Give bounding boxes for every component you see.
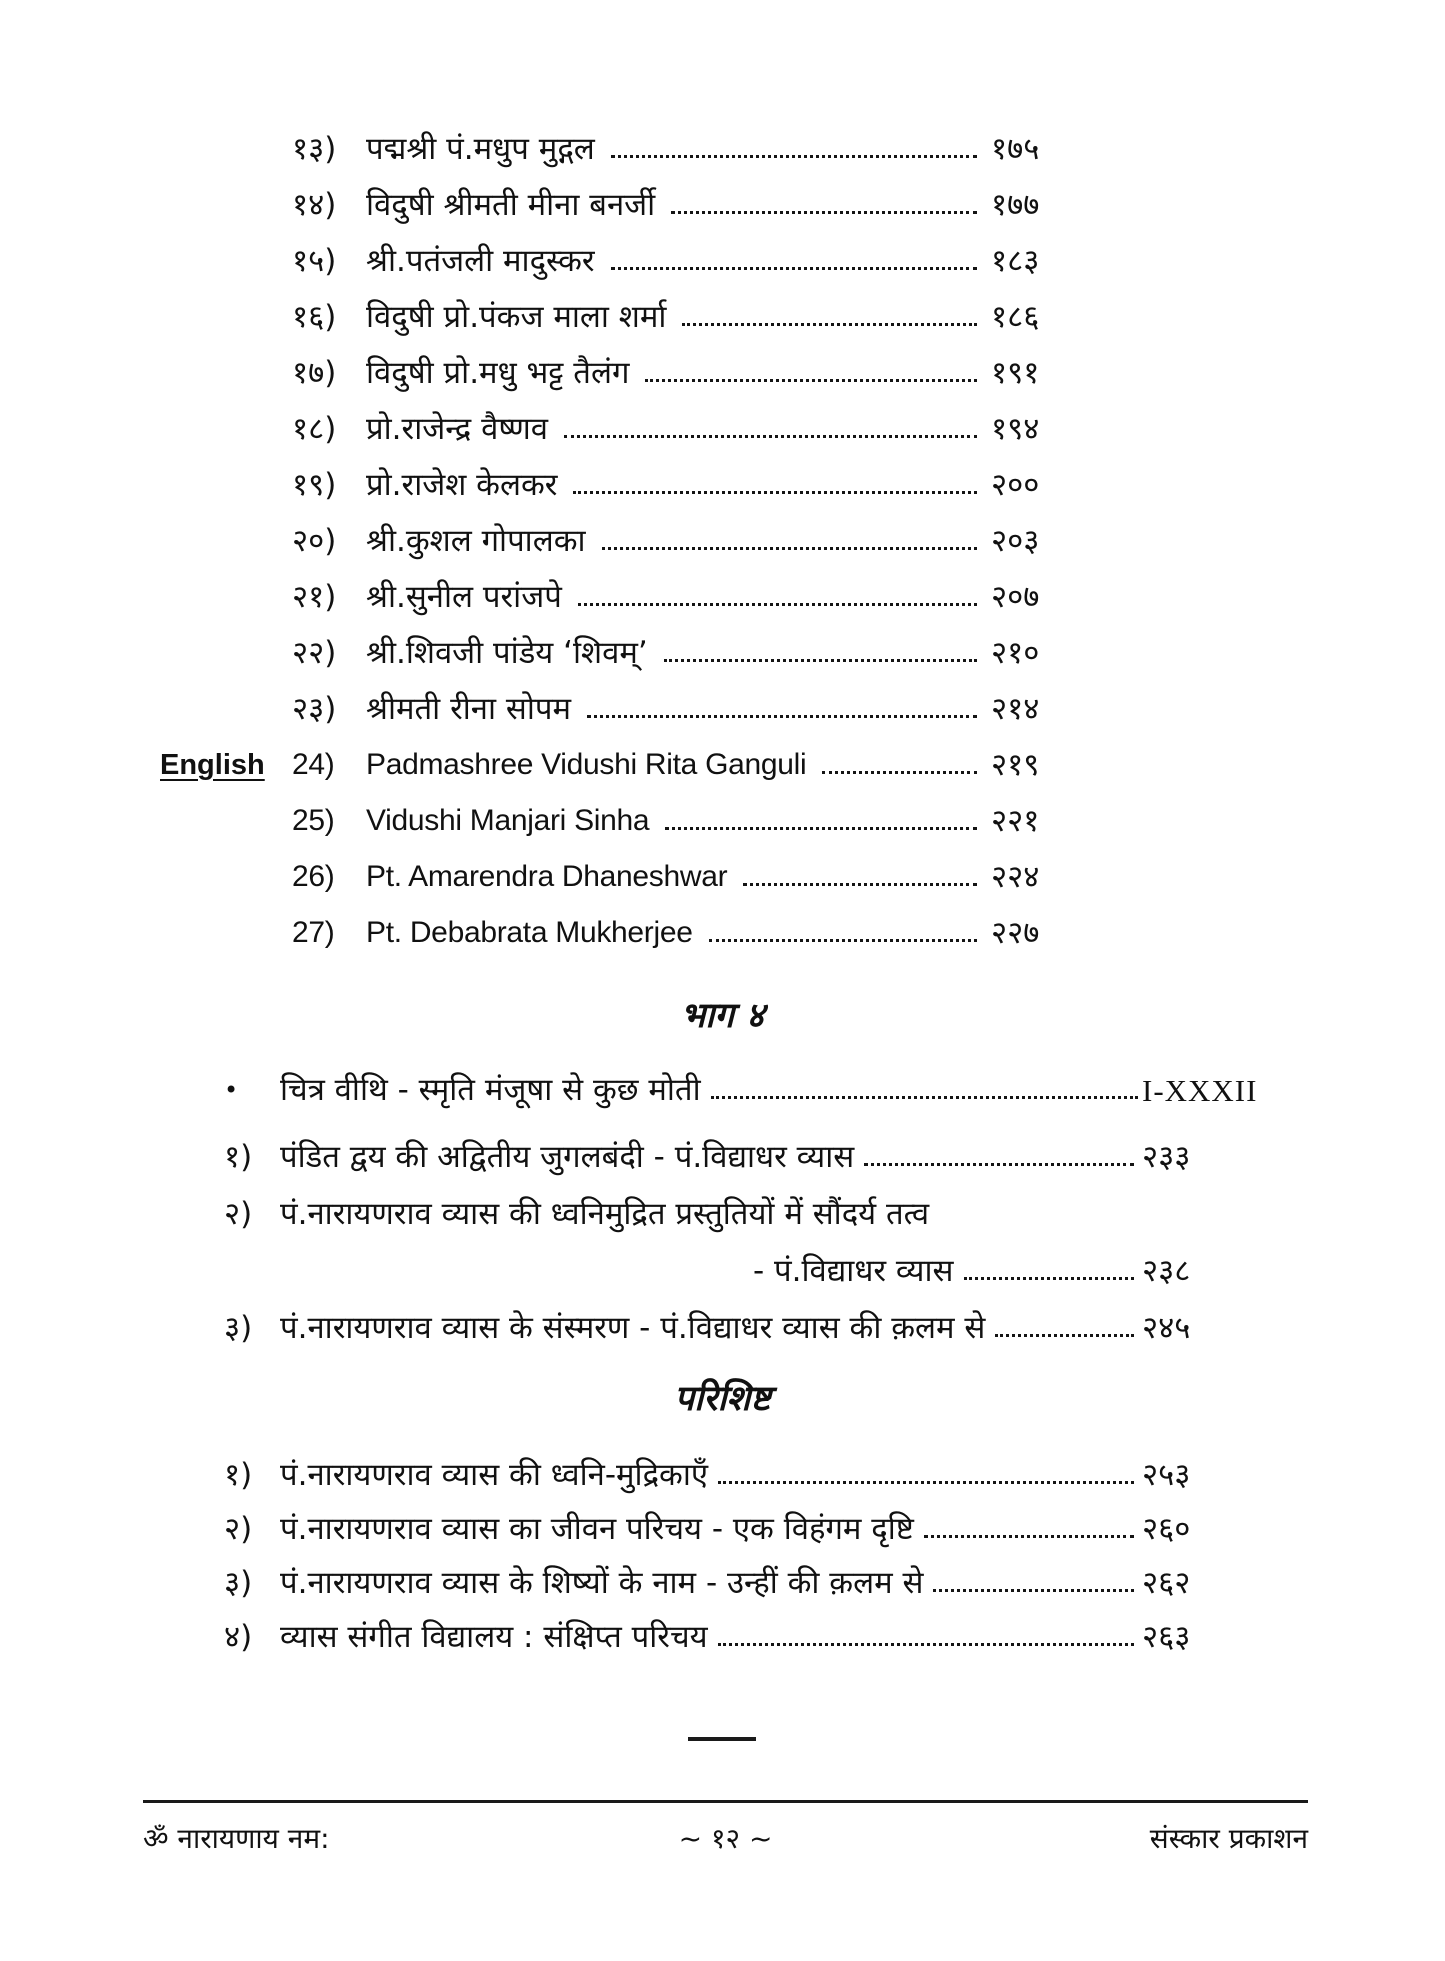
entry-page-number: २०० bbox=[991, 467, 1040, 504]
entry-number: • bbox=[224, 1076, 239, 1105]
entry-number: ३) bbox=[224, 1565, 253, 1602]
toc-row bbox=[160, 896, 1057, 952]
entry-title: व्यास संगीत विद्यालय : संक्षिप्त परिचय bbox=[280, 1619, 708, 1656]
dot-leader bbox=[664, 659, 977, 662]
toc-row bbox=[160, 560, 1057, 616]
entry-page-number: २५३ bbox=[1142, 1457, 1191, 1494]
part4-row bbox=[224, 1052, 1260, 1109]
entry-page-number: २६२ bbox=[1142, 1565, 1191, 1602]
entry-name: विदुषी प्रो.पंकज माला शर्मा bbox=[366, 299, 667, 336]
toc-row bbox=[160, 672, 1057, 728]
entry-name: प्रो.राजेन्द्र वैष्णव bbox=[366, 411, 548, 448]
entry-title: पं.नारायणराव व्यास के शिष्यों के नाम - उन्हीं की क़लम से bbox=[280, 1565, 924, 1602]
footer-publisher: संस्कार प्रकाशन bbox=[1149, 1822, 1308, 1855]
toc-row bbox=[160, 168, 1057, 224]
margin-language-label bbox=[160, 222, 292, 224]
entry-name: Padmashree Vidushi Rita Ganguli bbox=[366, 747, 807, 781]
toc-row bbox=[160, 784, 1057, 840]
page-footer bbox=[143, 1813, 1308, 1857]
dot-leader bbox=[718, 1643, 1134, 1646]
entry-name: विदुषी प्रो.मधु भट्ट तैलंग bbox=[366, 355, 630, 392]
entry-number: १८) bbox=[292, 411, 337, 448]
dot-leader bbox=[718, 1481, 1134, 1484]
entry-title: चित्र वीथि - स्मृति मंजूषा से कुछ मोती bbox=[280, 1072, 701, 1109]
entry-number: २) bbox=[224, 1196, 253, 1233]
appendix-list bbox=[224, 1440, 1260, 1656]
margin-language-label bbox=[160, 390, 292, 392]
footer-rule bbox=[143, 1800, 1308, 1803]
margin-language-label bbox=[160, 670, 292, 672]
entry-title: पं.नारायणराव व्यास का जीवन परिचय - एक विहंगम दृष्टि bbox=[280, 1511, 914, 1548]
entry-number: २०) bbox=[292, 523, 337, 560]
footer-invocation: ॐ नारायणाय नम: bbox=[143, 1822, 330, 1855]
entry-name: प्रो.राजेश केलकर bbox=[366, 467, 558, 504]
entry-page-number: १७७ bbox=[991, 187, 1040, 224]
margin-language-label bbox=[160, 166, 292, 168]
dot-leader bbox=[564, 435, 977, 438]
entry-name: Vidushi Manjari Sinha bbox=[366, 803, 650, 837]
dot-leader bbox=[709, 939, 977, 942]
entry-page-number: २३३ bbox=[1142, 1139, 1191, 1176]
margin-language-label bbox=[160, 502, 292, 504]
entry-name: श्री.शिवजी पांडेय ‘शिवम्’ bbox=[366, 635, 648, 672]
dot-leader bbox=[587, 715, 977, 718]
entry-name: श्री.कुशल गोपालका bbox=[366, 523, 586, 560]
entry-number: ४) bbox=[224, 1619, 253, 1656]
dot-leader bbox=[711, 1096, 1138, 1099]
entry-number: 27) bbox=[292, 915, 335, 949]
margin-language-label bbox=[160, 278, 292, 280]
toc-row bbox=[160, 448, 1057, 504]
appendix-row bbox=[224, 1548, 1260, 1602]
end-divider bbox=[688, 1737, 756, 1741]
part4-row bbox=[224, 1290, 1260, 1347]
toc-row bbox=[160, 280, 1057, 336]
dot-leader bbox=[611, 267, 977, 270]
entry-number: १) bbox=[224, 1457, 253, 1494]
part4-row bbox=[224, 1233, 1260, 1290]
entry-page-number: १८६ bbox=[991, 299, 1040, 336]
entry-page-number: २६३ bbox=[1142, 1619, 1191, 1656]
dot-leader bbox=[995, 1334, 1134, 1337]
appendix-row bbox=[224, 1440, 1260, 1494]
entry-page-number: २०७ bbox=[991, 579, 1040, 616]
entry-number: 24) bbox=[292, 747, 335, 781]
part4-row bbox=[224, 1119, 1260, 1176]
entry-number: १९) bbox=[292, 467, 337, 504]
entry-page-number: २१४ bbox=[991, 691, 1040, 728]
entry-page-number: २६० bbox=[1142, 1511, 1191, 1548]
dot-leader bbox=[665, 827, 977, 830]
dot-leader bbox=[864, 1163, 1134, 1166]
entry-number: 25) bbox=[292, 803, 335, 837]
entry-page-number: १९४ bbox=[991, 411, 1040, 448]
entry-name: श्री.पतंजली मादुस्कर bbox=[366, 243, 595, 280]
part4-row bbox=[224, 1176, 1260, 1233]
entry-title: - पं.विद्याधर व्यास bbox=[753, 1253, 954, 1290]
entry-page-number: २१० bbox=[991, 635, 1040, 672]
dot-leader bbox=[743, 883, 977, 886]
entry-number: २१) bbox=[292, 579, 337, 616]
entry-number: १६) bbox=[292, 299, 337, 336]
margin-language-label bbox=[160, 894, 292, 896]
entry-name: विदुषी श्रीमती मीना बनर्जी bbox=[366, 187, 656, 224]
margin-language-label bbox=[160, 614, 292, 616]
entry-page-number: २०३ bbox=[991, 523, 1040, 560]
dot-leader bbox=[682, 323, 977, 326]
entry-name: Pt. Amarendra Dhaneshwar bbox=[366, 859, 728, 893]
entry-title: पं.नारायणराव व्यास की ध्वनि-मुद्रिकाएँ bbox=[280, 1457, 709, 1494]
margin-language-label bbox=[160, 446, 292, 448]
part4-list bbox=[224, 1052, 1260, 1347]
toc-row bbox=[160, 728, 1057, 784]
dot-leader bbox=[933, 1589, 1134, 1592]
entry-page-number: १७५ bbox=[991, 131, 1040, 168]
appendix-row bbox=[224, 1602, 1260, 1656]
margin-language-label bbox=[160, 726, 292, 728]
dot-leader bbox=[602, 547, 977, 550]
entry-title: पं.नारायणराव व्यास की ध्वनिमुद्रित प्रस्तुतियों में सौंदर्य तत्व bbox=[280, 1196, 930, 1233]
toc-row bbox=[160, 840, 1057, 896]
entry-number: १) bbox=[224, 1139, 253, 1176]
entry-page-number: २१९ bbox=[991, 747, 1040, 784]
entry-name: श्री.सुनील परांजपे bbox=[366, 579, 562, 616]
entry-number: 26) bbox=[292, 859, 335, 893]
entry-title: पं.नारायणराव व्यास के संस्मरण - पं.विद्याधर व्यास की क़लम से bbox=[280, 1310, 986, 1347]
dot-leader bbox=[611, 155, 977, 158]
margin-language-label bbox=[160, 838, 292, 840]
footer-page-number: ~ १२ ~ bbox=[678, 1822, 773, 1855]
part4-heading: भाग ४ bbox=[680, 996, 765, 1036]
toc-list bbox=[160, 112, 1057, 952]
appendix-heading: परिशिष्ट bbox=[674, 1379, 771, 1419]
entry-page-number: १८३ bbox=[991, 243, 1040, 280]
entry-number: २२) bbox=[292, 635, 337, 672]
dot-leader bbox=[578, 603, 977, 606]
dot-leader bbox=[822, 771, 977, 774]
entry-page-number: २२७ bbox=[991, 915, 1040, 952]
entry-title: पंडित द्वय की अद्वितीय जुगलबंदी - पं.विद्याधर व्यास bbox=[280, 1139, 855, 1176]
margin-language-label bbox=[160, 558, 292, 560]
dot-leader bbox=[964, 1277, 1135, 1280]
toc-row bbox=[160, 224, 1057, 280]
entry-number: १४) bbox=[292, 187, 337, 224]
margin-language-label: English bbox=[160, 748, 265, 781]
toc-row bbox=[160, 392, 1057, 448]
entry-number: १७) bbox=[292, 355, 337, 392]
entry-page-number: २३८ bbox=[1142, 1253, 1191, 1290]
entry-page-number: I-XXXII bbox=[1142, 1073, 1258, 1109]
dot-leader bbox=[645, 379, 977, 382]
entry-page-number: १९१ bbox=[991, 355, 1040, 392]
entry-number: १३) bbox=[292, 131, 337, 168]
entry-number: २३) bbox=[292, 691, 337, 728]
entry-number: २) bbox=[224, 1511, 253, 1548]
entry-page-number: २२४ bbox=[991, 859, 1040, 896]
margin-language-label bbox=[160, 334, 292, 336]
toc-row bbox=[160, 336, 1057, 392]
entry-number: १५) bbox=[292, 243, 337, 280]
entry-number: ३) bbox=[224, 1310, 253, 1347]
entry-page-number: २४५ bbox=[1142, 1310, 1191, 1347]
entry-name: पद्मश्री पं.मधुप मुद्गल bbox=[366, 131, 595, 168]
entry-name: Pt. Debabrata Mukherjee bbox=[366, 915, 693, 949]
entry-name: श्रीमती रीना सोपम bbox=[366, 691, 571, 728]
margin-language-label bbox=[160, 950, 292, 952]
dot-leader bbox=[573, 491, 977, 494]
dot-leader bbox=[924, 1535, 1134, 1538]
appendix-row bbox=[224, 1494, 1260, 1548]
entry-page-number: २२१ bbox=[991, 803, 1040, 840]
toc-row bbox=[160, 504, 1057, 560]
toc-row bbox=[160, 112, 1057, 168]
dot-leader bbox=[671, 211, 977, 214]
toc-row bbox=[160, 616, 1057, 672]
